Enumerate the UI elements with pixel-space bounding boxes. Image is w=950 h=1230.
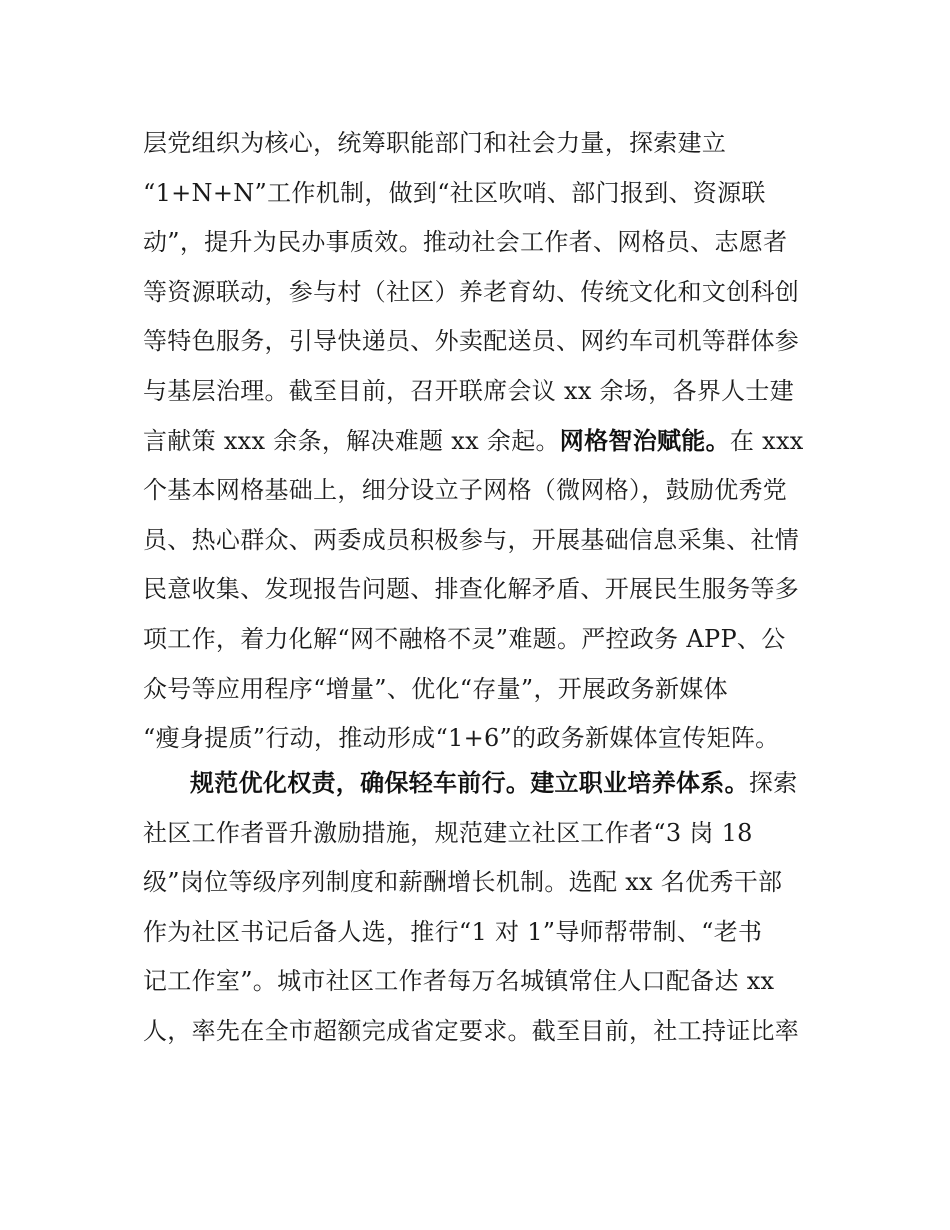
text-line (143, 619, 786, 659)
text-segment: 在 xxx (729, 426, 804, 455)
text-line (143, 222, 787, 262)
text-line (143, 1011, 799, 1051)
text-segment: 级”岗位等级序列制度和薪酬增长机制。选配 xx 名优秀干部 (143, 868, 783, 897)
bold-heading-segment: 规范优化权责，确保轻车前行。 (190, 769, 531, 797)
text-segment: 员、热心群众、两委成员积极参与，开展基础信息采集、社情 (143, 525, 800, 554)
text-line (143, 272, 799, 312)
text-segment: 等资源联动，参与村（社区）养老育幼、传统文化和文创科创 (143, 277, 800, 306)
text-line (143, 321, 799, 361)
text-segment: 等特色服务，引导快递员、外卖配送员、网约车司机等群体参 (143, 327, 800, 356)
text-line (143, 718, 779, 758)
text-line (143, 862, 782, 902)
text-line (143, 123, 726, 163)
text-segment: 记工作室”。城市社区工作者每万名城镇常住人口配备达 xx (143, 967, 775, 996)
text-segment: 人，率先在全市超额完成省定要求。截至目前，社工持证比率 (143, 1017, 800, 1045)
text-segment: 社区工作者晋升激励措施，规范建立社区工作者“3 岗 18 (143, 818, 753, 847)
text-segment: 言献策 xxx 余条，解决难题 xx 余起。 (143, 426, 560, 455)
text-segment: 众号等应用程序“增量”、优化“存量”，开展政务新媒体 (143, 674, 728, 703)
text-line (143, 470, 787, 510)
text-line (143, 912, 762, 952)
text-segment: “1+N+N”工作机制，做到“社区吹哨、部门报到、资源联 (143, 178, 766, 207)
text-segment: 民意收集、发现报告问题、排查化解矛盾、开展民生服务等多 (143, 575, 800, 604)
text-line (143, 520, 799, 560)
text-segment: 项工作，着力化解“网不融格不灵”难题。严控政务 APP、公 (143, 625, 786, 653)
text-segment: 作为社区书记后备人选，推行“1 对 1”导师帮带制、“老书 (143, 917, 763, 946)
text-line (143, 813, 753, 853)
text-line (143, 173, 766, 213)
bold-heading-segment: 网格智治赋能。 (559, 426, 730, 455)
text-segment: 动”，提升为民办事质效。推动社会工作者、网格员、志愿者 (143, 228, 788, 257)
text-segment: 与基层治理。截至目前，召开联席会议 xx 余场，各界人士建 (143, 377, 795, 405)
text-line (143, 371, 794, 411)
text-segment: 个基本网格基础上，细分设立子网格（微网格），鼓励优秀党 (143, 476, 788, 505)
text-segment: 探索 (748, 769, 798, 797)
text-line (143, 569, 799, 609)
text-segment: “瘦身提质”行动，推动形成“1+6”的政务新媒体宣传矩阵。 (143, 724, 780, 753)
text-line (143, 669, 728, 709)
text-segment: 层党组织为核心，统筹职能部门和社会力量，探索建立 (143, 129, 727, 157)
text-line (143, 961, 774, 1001)
bold-heading-segment: 建立职业培养体系。 (530, 769, 749, 797)
text-line (143, 421, 804, 461)
text-line (190, 763, 798, 803)
